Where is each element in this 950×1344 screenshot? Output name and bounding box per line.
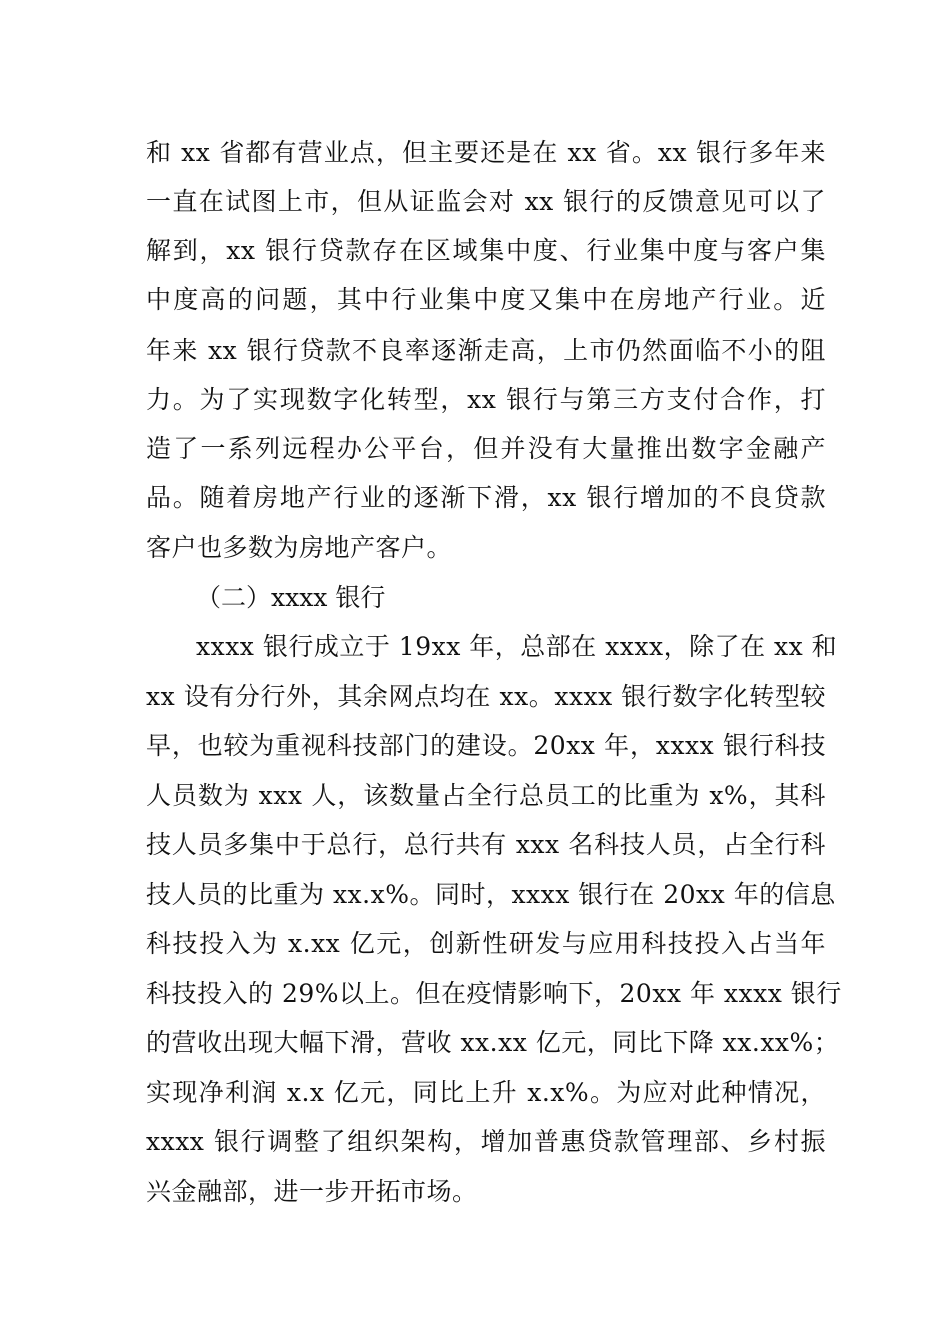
paragraph-2-line-10: 实现净利润 x.x 亿元，同比上升 x.x%。为应对此种情况， (146, 1078, 826, 1107)
paragraph-1-line-6: 力。为了实现数字化转型，xx 银行与第三方支付合作，打 (146, 385, 826, 414)
paragraph-2-line-9: 的营收出现大幅下滑，营收 xx.xx 亿元，同比下降 xx.xx%； (146, 1028, 840, 1057)
paragraph-1-line-9: 客户也多数为房地产客户。 (146, 533, 453, 562)
paragraph-2-line-6: 技人员的比重为 xx.x%。同时，xxxx 银行在 20xx 年的信息 (146, 880, 836, 909)
paragraph-1-line-4: 中度高的问题，其中行业集中度又集中在房地产行业。近 (146, 285, 826, 314)
paragraph-2-line-8: 科技投入的 29%以上。但在疫情影响下，20xx 年 xxxx 银行 (146, 979, 842, 1008)
paragraph-2-line-5: 技人员多集中于总行，总行共有 xxx 名科技人员，占全行科 (146, 830, 826, 859)
paragraph-2-line-1: xxxx 银行成立于 19xx 年，总部在 xxxx，除了在 xx 和 (196, 632, 838, 661)
paragraph-1-line-8: 品。随着房地产行业的逐渐下滑，xx 银行增加的不良贷款 (146, 483, 826, 512)
paragraph-1-line-5: 年来 xx 银行贷款不良率逐渐走高，上市仍然面临不小的阻 (146, 336, 826, 365)
paragraph-1-line-3: 解到，xx 银行贷款存在区域集中度、行业集中度与客户集 (146, 236, 826, 265)
paragraph-2-line-3: 早，也较为重视科技部门的建设。20xx 年，xxxx 银行科技 (146, 731, 826, 760)
paragraph-2-line-2: xx 设有分行外，其余网点均在 xx。xxxx 银行数字化转型较 (146, 682, 826, 711)
paragraph-1-line-1: 和 xx 省都有营业点，但主要还是在 xx 省。xx 银行多年来 (146, 138, 826, 167)
paragraph-1-line-7: 造了一系列远程办公平台，但并没有大量推出数字金融产 (146, 434, 826, 463)
section-heading: （二）xxxx 银行 (196, 583, 386, 612)
paragraph-2-line-4: 人员数为 xxx 人，该数量占全行总员工的比重为 x%，其科 (146, 781, 826, 810)
paragraph-1-line-2: 一直在试图上市，但从证监会对 xx 银行的反馈意见可以了 (146, 187, 826, 216)
paragraph-2-line-7: 科技投入为 x.xx 亿元，创新性研发与应用科技投入占当年 (146, 929, 826, 958)
paragraph-2-line-11: xxxx 银行调整了组织架构，增加普惠贷款管理部、乡村振 (146, 1127, 826, 1156)
paragraph-2-line-12: 兴金融部，进一步开拓市场。 (146, 1177, 478, 1206)
